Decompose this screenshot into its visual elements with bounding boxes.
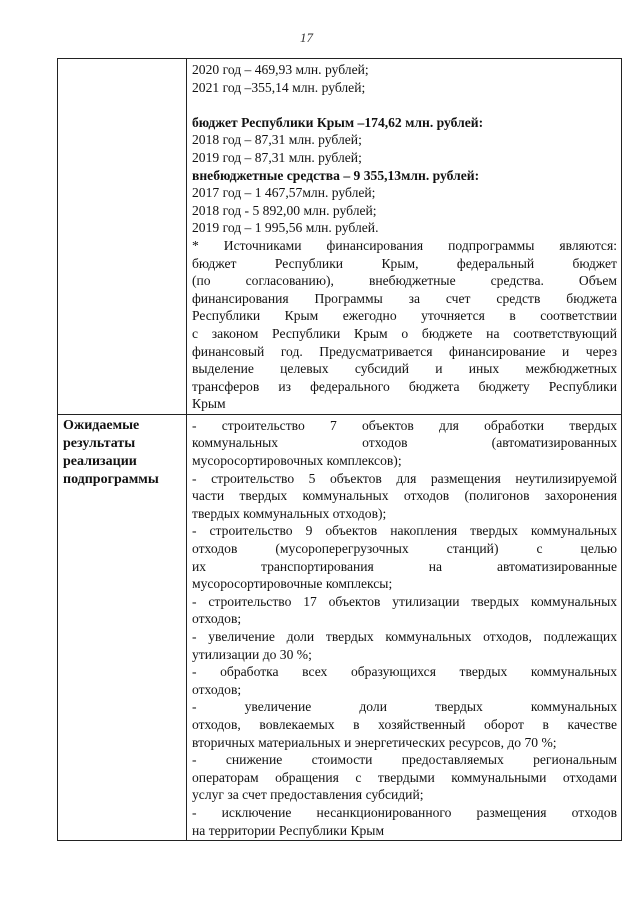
result-line: - снижение стоимости предоставляемых региональным bbox=[192, 752, 617, 768]
financing-line: 2018 год - 5 892,00 млн. рублей; bbox=[192, 202, 377, 218]
result-line: утилизации до 30 %; bbox=[192, 646, 312, 662]
result-line: - строительство 9 объектов накопления твердых коммунальных bbox=[192, 523, 617, 539]
financing-line: бюджет Республики Крым, федеральный бюджет bbox=[192, 255, 617, 271]
financing-line: 2019 год – 1 995,56 млн. рублей. bbox=[192, 220, 379, 236]
financing-line: выделение целевых субсидий и иных межбюджетных bbox=[192, 361, 617, 377]
expected-results-content-cell bbox=[187, 414, 622, 840]
expected-results-text bbox=[192, 417, 617, 839]
result-line: - обработка всех образующихся твердых коммунальных bbox=[192, 664, 617, 680]
financing-line: 2020 год – 469,93 млн. рублей; bbox=[192, 62, 369, 77]
financing-line: бюджет Республики Крым –174,62 млн. рублей: bbox=[192, 114, 484, 130]
financing-text bbox=[192, 61, 617, 413]
financing-line: с законом Республики Крым о бюджете на соответствующий bbox=[192, 325, 617, 341]
financing-line: 2021 год –355,14 млн. рублей; bbox=[192, 79, 366, 95]
financing-line: 2018 год – 87,31 млн. рублей; bbox=[192, 132, 362, 148]
expected-results-label-cell bbox=[58, 414, 187, 840]
result-line: их транспортирования на автоматизированные bbox=[192, 558, 617, 574]
result-line: - строительство 7 объектов для обработки твердых bbox=[192, 417, 617, 433]
result-line: мусоросортировочных комплексов); bbox=[192, 453, 402, 469]
financing-line: Крым bbox=[192, 396, 226, 412]
result-line: услуг за счет предоставления субсидий; bbox=[192, 787, 424, 803]
result-line: отходов; bbox=[192, 681, 242, 697]
financing-line: Республики Крым ежегодно уточняется в соответствии bbox=[192, 308, 617, 324]
result-line: отходов; bbox=[192, 611, 242, 627]
label-line: реализации bbox=[63, 453, 137, 469]
financing-line: * Источниками финансирования подпрограммы являются: bbox=[192, 237, 617, 253]
label-line: Ожидаемые bbox=[63, 417, 140, 433]
label-line: результаты bbox=[63, 435, 136, 451]
result-line: - увеличение доли твердых коммунальных отходов, подлежащих bbox=[192, 629, 617, 644]
financing-line: (по согласованию), внебюджетные средства. Объем bbox=[192, 273, 617, 289]
result-line: вторичных материальных и энергетических ресурсов, до 70 %; bbox=[192, 734, 557, 750]
financing-content-cell bbox=[187, 59, 622, 415]
expected-results-row bbox=[58, 414, 622, 840]
financing-line bbox=[192, 96, 617, 114]
financing-line: внебюджетные средства – 9 355,13млн. рублей: bbox=[192, 167, 480, 183]
financing-label-cell bbox=[58, 59, 187, 415]
financing-row bbox=[58, 59, 622, 415]
financing-line: 2019 год – 87,31 млн. рублей; bbox=[192, 149, 362, 165]
financing-line: 2017 год – 1 467,57млн. рублей; bbox=[192, 185, 376, 201]
result-line: операторам обращения с твердыми коммунальными отходами bbox=[192, 769, 617, 785]
result-line: - строительство 5 объектов для размещения неутилизируемой bbox=[192, 470, 617, 486]
subprogram-passport-table bbox=[57, 58, 622, 841]
financing-line: финансирования Программы за счет средств бюджета bbox=[192, 290, 617, 306]
result-line: коммунальных отходов (автоматизированных bbox=[192, 435, 617, 451]
result-line: - увеличение доли твердых коммунальных bbox=[192, 699, 617, 715]
result-line: на территории Республики Крым bbox=[192, 822, 385, 838]
financing-line: трансферов из федерального бюджета бюджету Республики bbox=[192, 378, 617, 394]
financing-line: финансовый год. Предусматривается финансирование и через bbox=[192, 343, 617, 359]
result-line: - строительство 17 объектов утилизации твердых коммунальных bbox=[192, 593, 617, 609]
result-line: отходов, вовлекаемых в хозяйственный оборот в качестве bbox=[192, 716, 617, 732]
result-line: отходов (мусороперегрузочных станций) с целью bbox=[192, 541, 617, 557]
page-number: 17 bbox=[300, 30, 313, 45]
result-line: мусоросортировочные комплексы; bbox=[192, 576, 393, 592]
result-line: части твердых коммунальных отходов (полигонов захоронения bbox=[192, 488, 617, 504]
label-line: подпрограммы bbox=[63, 471, 159, 487]
result-line: твердых коммунальных отходов); bbox=[192, 505, 387, 521]
expected-results-label bbox=[58, 415, 186, 489]
result-line: - исключение несанкционированного размещения отходов bbox=[192, 804, 617, 820]
